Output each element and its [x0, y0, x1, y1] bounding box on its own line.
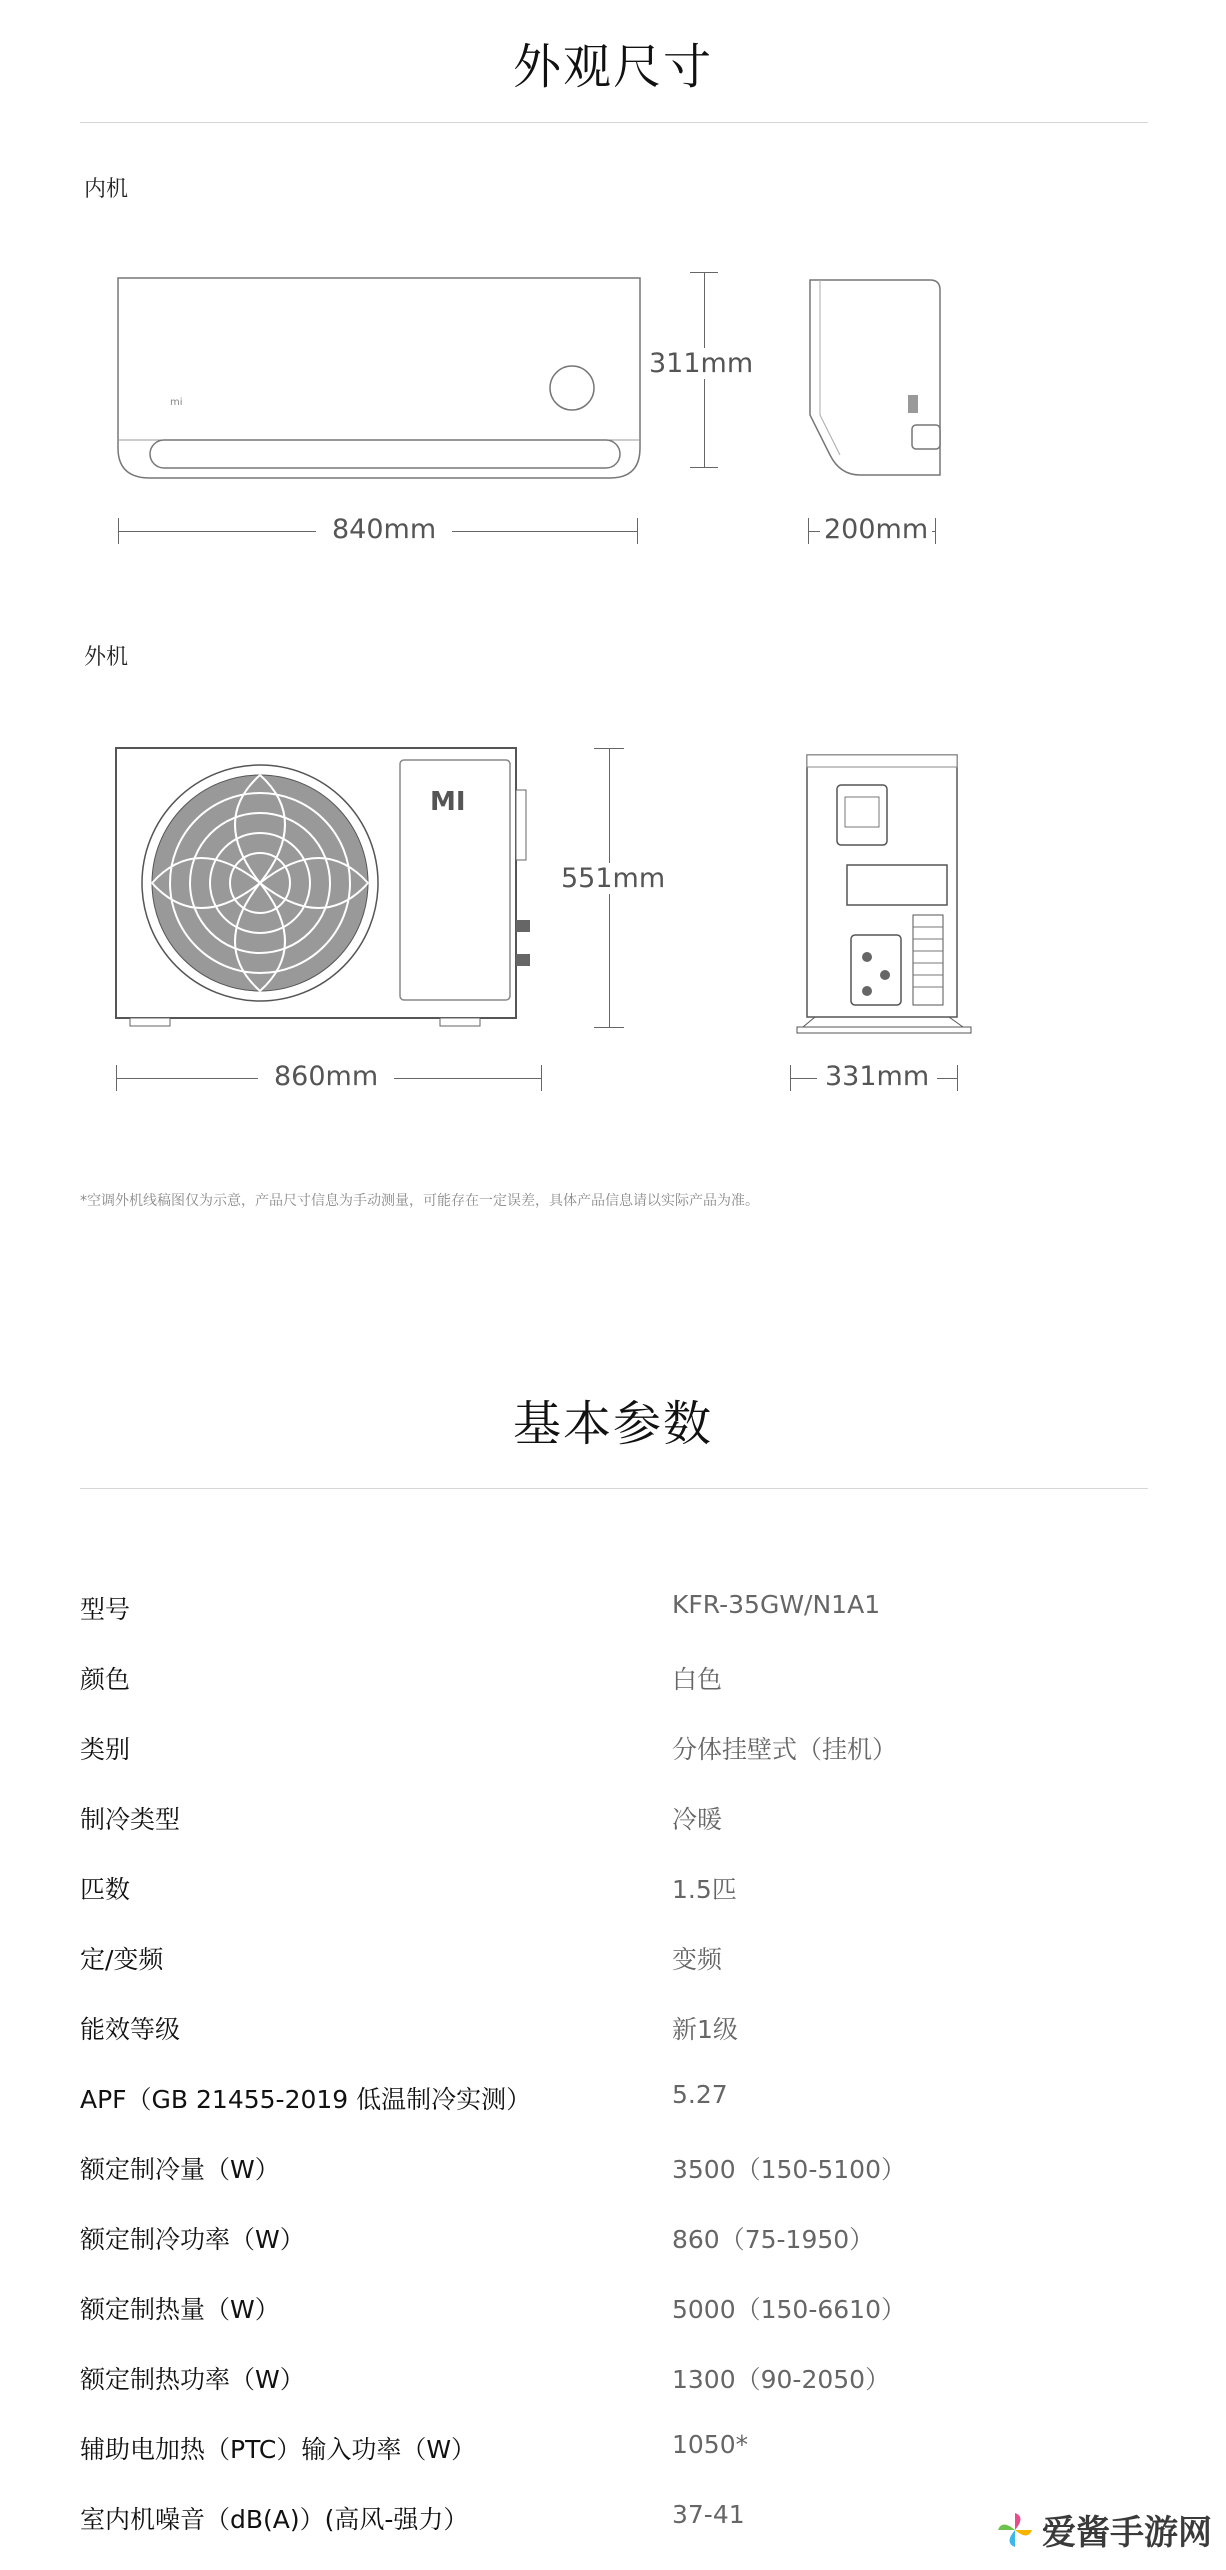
spec-row — [80, 2150, 1148, 2220]
indoor-depth-label: 200mm — [820, 514, 932, 545]
spec-label: 定/变频 — [80, 1945, 164, 1974]
spec-row — [80, 2220, 1148, 2290]
indoor-unit-label: 内机 — [84, 177, 129, 202]
spec-label: 制冷类型 — [80, 1805, 181, 1834]
indoor-height-tick-bottom — [690, 467, 718, 468]
outdoor-width-label: 860mm — [258, 1061, 394, 1092]
spec-value: 变频 — [672, 1945, 723, 1974]
spec-label: 型号 — [80, 1595, 131, 1624]
spec-value: 白色 — [672, 1665, 723, 1694]
spec-value: 3500（150-5100） — [672, 2155, 906, 2184]
spec-label: 额定制热量（W） — [80, 2295, 280, 2324]
outdoor-height-label: 551mm — [557, 863, 669, 894]
spec-label: 额定制热功率（W） — [80, 2365, 305, 2394]
spec-value: KFR-35GW/N1A1 — [672, 1590, 881, 1619]
spec-label: 额定制冷功率（W） — [80, 2225, 305, 2254]
spec-row — [80, 1660, 1148, 1730]
indoor-width-tick-left — [118, 518, 119, 544]
spec-value: 5.27 — [672, 2080, 728, 2109]
spec-row — [80, 2080, 1148, 2150]
spec-value: 冷暖 — [672, 1805, 723, 1834]
spec-row — [80, 2360, 1148, 2430]
specs-divider — [80, 1488, 1148, 1489]
spec-label: 能效等级 — [80, 2015, 181, 2044]
spec-value: 5000（150-6610） — [672, 2295, 906, 2324]
pinwheel-icon — [996, 2511, 1034, 2549]
spec-label: 辅助电加热（PTC）输入功率（W） — [80, 2435, 477, 2464]
spec-label: 颜色 — [80, 1665, 131, 1694]
indoor-width-label: 840mm — [316, 514, 452, 545]
outdoor-depth-tick-right — [957, 1065, 958, 1091]
spec-value: 1.5匹 — [672, 1875, 737, 1904]
spec-row — [80, 1730, 1148, 1800]
spec-label: 匹数 — [80, 1875, 131, 1904]
outdoor-height-tick-bottom — [594, 1027, 624, 1028]
specs-title: 基本参数 — [512, 1396, 713, 1452]
outdoor-unit-side-drawing — [795, 745, 975, 1035]
outdoor-depth-tick-left — [790, 1065, 791, 1091]
spec-row — [80, 1800, 1148, 1870]
outdoor-width-tick-left — [116, 1065, 117, 1091]
disclaimer-note: *空调外机线稿图仅为示意，产品尺寸信息为手动测量，可能存在一定误差，具体产品信息请以实际产品为准。 — [80, 1193, 759, 1209]
indoor-depth-tick-left — [808, 518, 809, 544]
outdoor-depth-label: 331mm — [817, 1061, 937, 1092]
dimensions-title: 外观尺寸 — [512, 39, 713, 95]
outdoor-height-tick-top — [594, 748, 624, 749]
spec-row — [80, 1940, 1148, 2010]
spec-row — [80, 2290, 1148, 2360]
spec-row — [80, 2500, 1148, 2570]
indoor-unit-front-drawing — [110, 270, 660, 490]
spec-label: 额定制冷量（W） — [80, 2155, 280, 2184]
indoor-height-tick-top — [690, 272, 718, 273]
watermark — [996, 2505, 1212, 2554]
spec-label: 类别 — [80, 1735, 131, 1764]
spec-label: 室内机噪音（dB(A)）(高风-强力） — [80, 2505, 469, 2534]
spec-value: 1050* — [672, 2430, 749, 2459]
spec-row — [80, 2010, 1148, 2080]
spec-label: APF（GB 21455-2019 低温制冷实测） — [80, 2085, 532, 2114]
indoor-width-tick-right — [637, 518, 638, 544]
spec-row — [80, 1870, 1148, 1940]
watermark-text: 爱酱手游网 — [1042, 2513, 1212, 2553]
spec-row — [80, 1590, 1148, 1660]
spec-row — [80, 2430, 1148, 2500]
indoor-logo: mi — [170, 397, 183, 408]
spec-value: 860（75-1950） — [672, 2225, 875, 2254]
outdoor-unit-label: 外机 — [84, 645, 129, 670]
indoor-unit-side-drawing — [800, 275, 950, 485]
indoor-height-label: 311mm — [645, 348, 757, 379]
outdoor-logo: MI — [430, 787, 466, 817]
spec-value: 1300（90-2050） — [672, 2365, 891, 2394]
spec-value: 37-41 — [672, 2500, 745, 2529]
spec-value: 分体挂壁式（挂机） — [672, 1735, 898, 1764]
outdoor-width-tick-right — [541, 1065, 542, 1091]
spec-value: 新1级 — [672, 2015, 738, 2044]
indoor-depth-tick-right — [935, 518, 936, 544]
outdoor-unit-front-drawing — [110, 740, 550, 1030]
title-divider — [80, 122, 1148, 123]
